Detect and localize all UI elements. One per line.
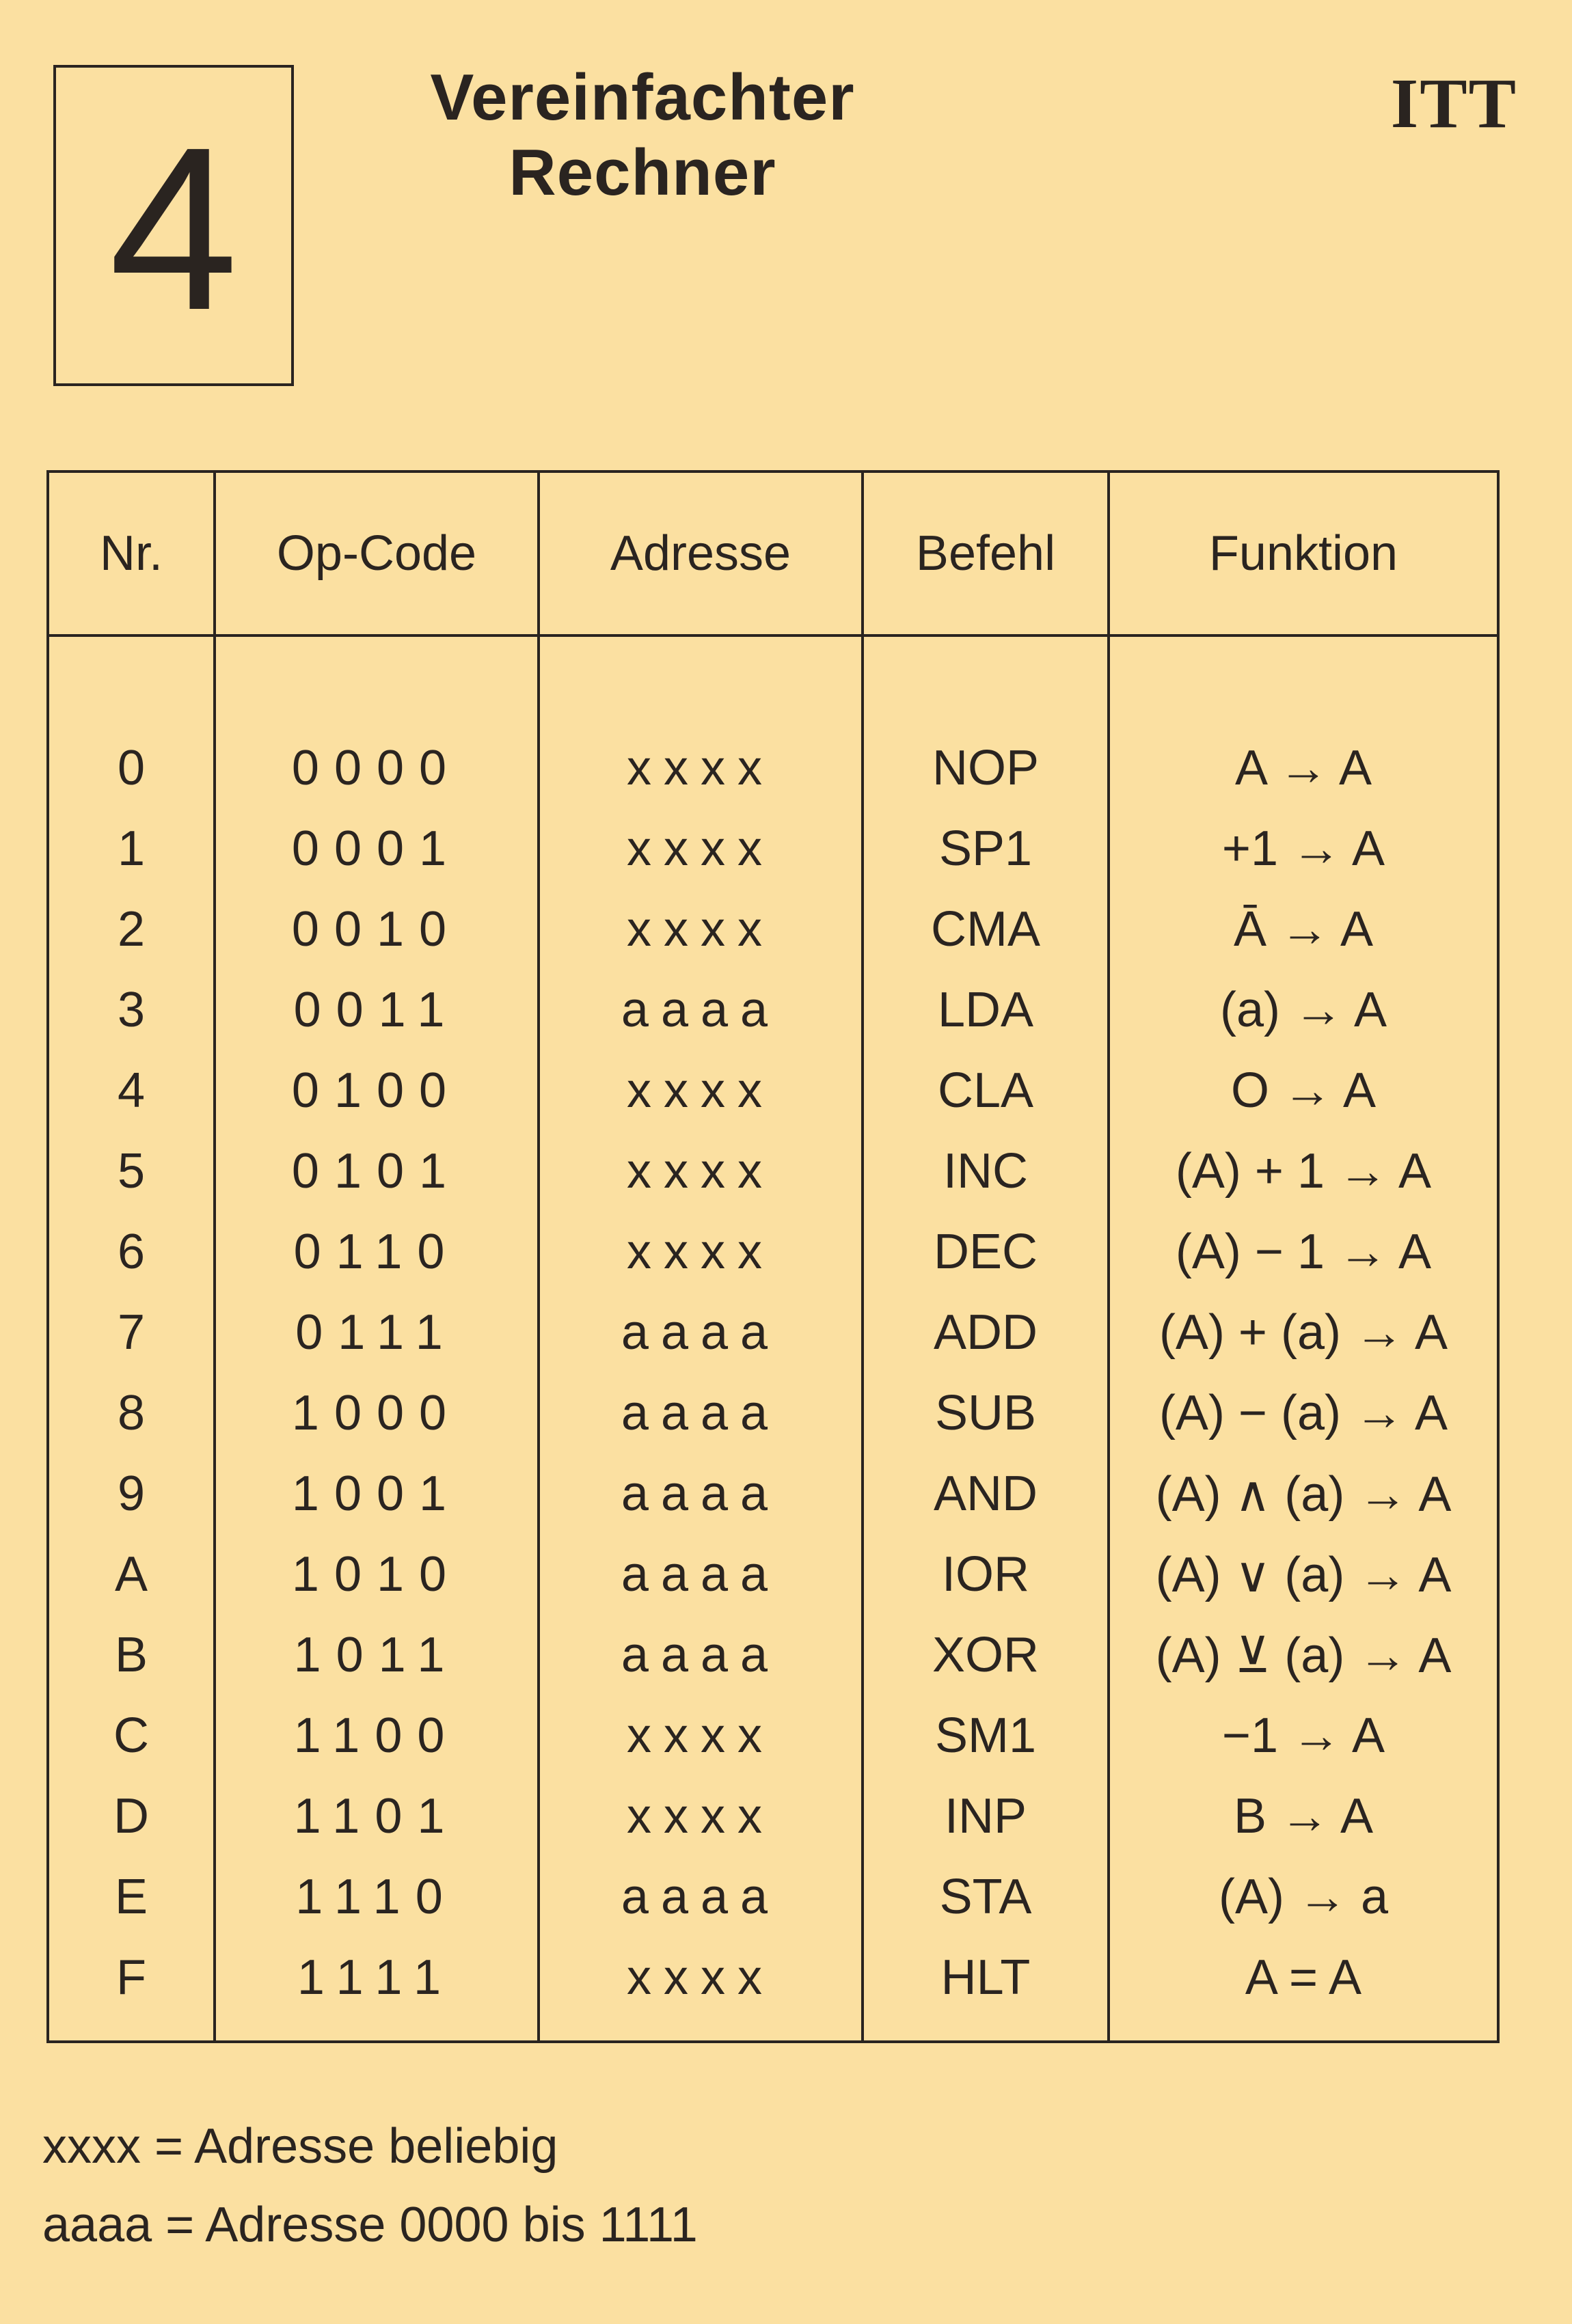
row-befehl: SM1 [934, 1708, 1037, 1763]
table-row [49, 1615, 1497, 1695]
itt-logo: ITT [1390, 64, 1517, 143]
row-befehl: SP1 [938, 821, 1033, 876]
row-nr: 2 [117, 902, 146, 957]
row-opcode: 0101 [291, 1144, 462, 1199]
instruction-table [46, 470, 1500, 2043]
row-opcode: 1101 [293, 1789, 460, 1844]
card-number-box [53, 65, 294, 386]
row-opcode: 1100 [293, 1708, 460, 1763]
row-befehl: STA [939, 1870, 1032, 1924]
row-funktion: (A) + (a) → A [1158, 1305, 1448, 1360]
row-funktion: B → A [1233, 1789, 1374, 1844]
row-befehl: XOR [932, 1628, 1040, 1682]
row-opcode: 0111 [295, 1305, 458, 1360]
card-title [362, 60, 923, 210]
table-row [49, 889, 1497, 970]
table-row [49, 1131, 1497, 1212]
row-opcode: 0010 [291, 902, 462, 957]
table-row [49, 728, 1497, 808]
row-befehl: INC [943, 1144, 1028, 1199]
row-opcode: 0100 [291, 1063, 462, 1118]
row-adresse: xxxx [627, 1144, 774, 1199]
table-row [49, 1292, 1497, 1373]
row-befehl: CMA [931, 902, 1040, 957]
row-adresse: xxxx [627, 1789, 774, 1844]
row-opcode: 0000 [291, 741, 462, 795]
header-opcode: Op-Code [276, 526, 477, 581]
row-nr: 9 [117, 1466, 146, 1521]
row-adresse: aaaa [621, 1547, 781, 1602]
row-befehl: LDA [937, 983, 1034, 1037]
row-funktion: (A) ∨ (a) → A [1155, 1548, 1452, 1602]
row-opcode: 1011 [293, 1628, 460, 1682]
row-befehl: DEC [933, 1225, 1038, 1279]
row-nr: 3 [117, 983, 146, 1037]
row-adresse: aaaa [621, 1466, 781, 1521]
row-opcode: 0011 [293, 983, 460, 1037]
row-funktion: (A) ∧ (a) → A [1155, 1467, 1452, 1522]
row-adresse: aaaa [621, 1870, 781, 1924]
row-nr: 6 [117, 1225, 146, 1279]
table-row [49, 970, 1497, 1050]
row-nr: D [113, 1789, 149, 1844]
row-nr: 4 [117, 1063, 146, 1118]
row-funktion: (A) → a [1218, 1870, 1389, 1924]
row-adresse: aaaa [621, 1305, 781, 1360]
row-adresse: aaaa [621, 1628, 781, 1682]
table-row [49, 1212, 1497, 1292]
row-befehl: CLA [937, 1063, 1034, 1118]
table-row [49, 1453, 1497, 1534]
row-nr: A [114, 1547, 148, 1602]
row-opcode: 0001 [291, 821, 462, 876]
row-nr: 1 [117, 821, 146, 876]
table-row [49, 1534, 1497, 1615]
row-befehl: NOP [932, 741, 1040, 795]
row-nr: E [114, 1870, 148, 1924]
header-nr: Nr. [99, 526, 163, 581]
row-opcode: 1010 [291, 1547, 462, 1602]
row-funktion: (A) − (a) → A [1158, 1386, 1448, 1440]
row-funktion: (A) ⊻ (a) → A [1155, 1628, 1452, 1683]
row-opcode: 1111 [297, 1950, 457, 2005]
legend-aaaa: aaaa = Adresse 0000 bis 1111 [42, 2198, 698, 2252]
row-adresse: xxxx [627, 741, 774, 795]
row-funktion: (A) − 1 → A [1175, 1225, 1432, 1279]
header-befehl: Befehl [915, 526, 1056, 581]
row-nr: 8 [117, 1386, 146, 1440]
row-funktion: −1 → A [1221, 1708, 1385, 1763]
row-befehl: AND [933, 1466, 1038, 1521]
row-opcode: 1110 [295, 1870, 458, 1924]
table-row [49, 1857, 1497, 1937]
row-nr: C [113, 1708, 149, 1763]
row-nr: 5 [117, 1144, 146, 1199]
row-funktion: Ā → A [1233, 902, 1374, 957]
row-befehl: ADD [933, 1305, 1038, 1360]
row-funktion: A = A [1245, 1950, 1362, 2005]
header-divider [49, 634, 1497, 637]
table-row [49, 808, 1497, 889]
row-funktion: (A) + 1 → A [1175, 1144, 1432, 1199]
row-adresse: xxxx [627, 902, 774, 957]
row-nr: F [116, 1950, 146, 2005]
header-adresse: Adresse [610, 526, 791, 581]
row-adresse: xxxx [627, 1708, 774, 1763]
row-nr: B [114, 1628, 148, 1682]
row-adresse: xxxx [627, 1063, 774, 1118]
row-opcode: 0110 [293, 1225, 460, 1279]
row-adresse: aaaa [621, 983, 781, 1037]
row-befehl: IOR [941, 1547, 1029, 1602]
row-befehl: INP [944, 1789, 1027, 1844]
table-row [49, 1695, 1497, 1776]
table-row [49, 1050, 1497, 1131]
row-adresse: aaaa [621, 1386, 781, 1440]
table-row [49, 1937, 1497, 2018]
row-funktion: O → A [1230, 1063, 1377, 1118]
row-funktion: A → A [1234, 741, 1372, 795]
header-funktion: Funktion [1208, 526, 1398, 581]
row-adresse: xxxx [627, 1950, 774, 2005]
row-nr: 0 [117, 741, 146, 795]
card-title-line2: Rechner [509, 136, 776, 209]
legend-xxxx: xxxx = Adresse beliebig [42, 2119, 558, 2174]
row-befehl: HLT [940, 1950, 1031, 2005]
table-row [49, 1776, 1497, 1857]
row-nr: 7 [117, 1305, 146, 1360]
row-adresse: xxxx [627, 821, 774, 876]
row-opcode: 1001 [291, 1466, 462, 1521]
row-adresse: xxxx [627, 1225, 774, 1279]
row-funktion: (a) → A [1219, 983, 1387, 1037]
card-number: 4 [109, 99, 239, 359]
row-befehl: SUB [934, 1386, 1037, 1440]
table-row [49, 1373, 1497, 1453]
row-funktion: +1 → A [1221, 821, 1385, 876]
card-title-line1: Vereinfachter [430, 61, 855, 134]
row-opcode: 1000 [291, 1386, 462, 1440]
